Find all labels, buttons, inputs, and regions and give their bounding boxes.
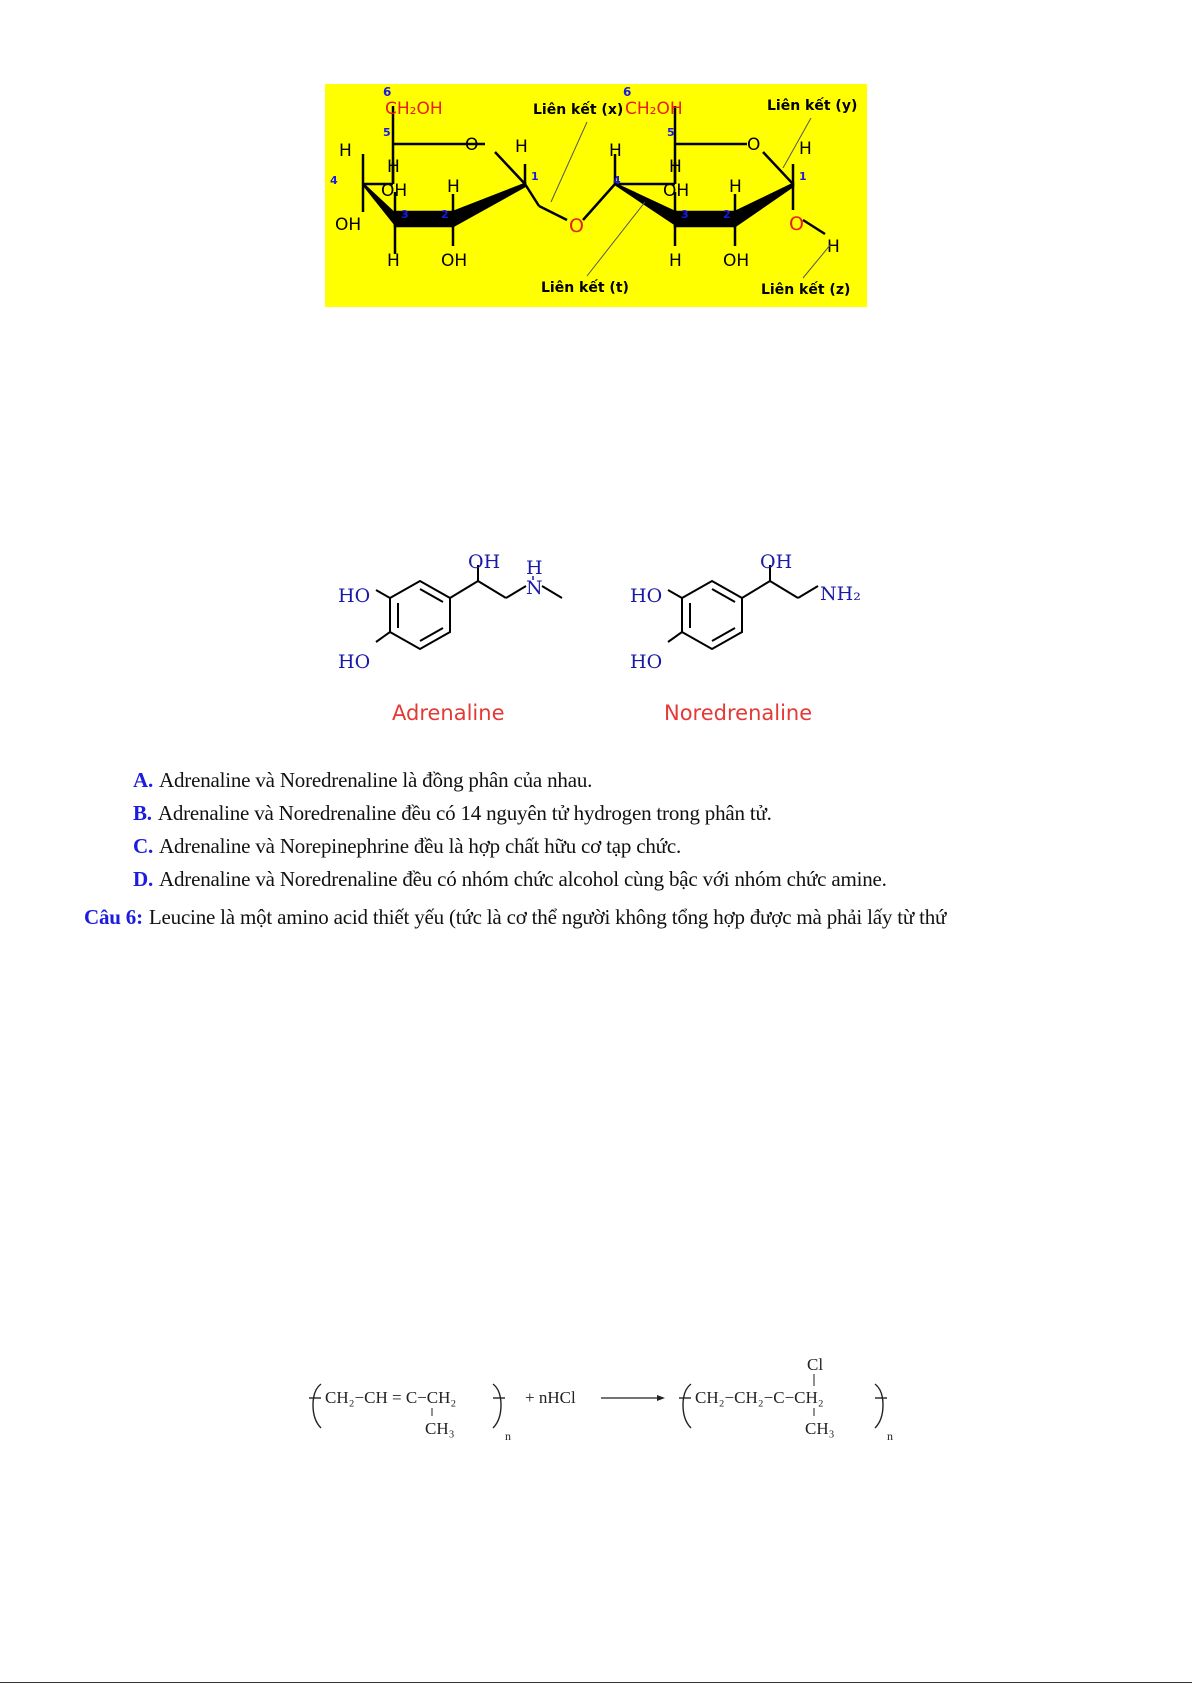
reactant-ch3: CH₃ [425,1419,455,1438]
option-a-key: A. [133,768,154,792]
anomeric-oxygen: O [789,213,804,235]
option-b-text: Adrenaline và Noredrenaline đều có 14 nguyên tử hydrogen trong phân tử. [157,801,772,825]
left-c5-number: 5 [383,126,391,139]
glycosidic-oxygen: O [569,215,584,237]
left-h-c4: H [339,141,352,161]
product-ch3: CH₃ [805,1419,835,1438]
right-oh-c2: OH [723,251,750,271]
option-c[interactable] [133,834,681,859]
question-6-key: Câu 6: [84,905,143,929]
polymer-hcl-reaction [305,1350,905,1450]
option-d-key: D. [133,867,154,891]
right-h-c5: H [669,157,682,177]
adrenaline-n: N [526,577,543,599]
right-c5-number: 5 [667,126,675,139]
noredrenaline-ho-top: HO [630,585,663,607]
noredrenaline-ho-bottom: HO [630,651,663,673]
left-oh-c2: OH [441,251,468,271]
left-h-c2: H [447,177,460,197]
option-b-key: B. [133,801,152,825]
right-c4-number: 4 [613,174,621,187]
right-oh-c3: OH [663,181,690,201]
left-c4-number: 4 [330,174,338,187]
left-h-c5: H [387,157,400,177]
option-a-text: Adrenaline và Noredrenaline là đồng phân của nhau. [159,768,593,792]
right-h-c2: H [729,177,742,197]
adrenaline-h: H [526,557,543,579]
left-oh-c4: OH [335,215,362,235]
question-6-text: Leucine là một amino acid thiết yếu (tức là cơ thể người không tổng hợp được mà phải lấy từ thứ [148,905,947,929]
option-c-text: Adrenaline và Norepinephrine đều là hợp chất hữu cơ tạp chức. [159,834,682,858]
left-ch2oh: CH₂OH [385,99,443,119]
left-oh-c3: OH [381,181,408,201]
left-c1-number: 1 [531,170,539,183]
right-c6-number: 6 [623,85,632,99]
reagent-hcl: + nHCl [525,1388,576,1407]
bond-y-label: Liên kết (y) [767,98,858,114]
option-d-text: Adrenaline và Noredrenaline đều có nhóm chức alcohol cùng bậc với nhóm chức amine. [159,867,887,891]
noredrenaline-nh2: NH₂ [820,583,861,605]
question-6 [84,905,946,930]
maltose-structure-figure [325,84,867,307]
adrenaline-oh: OH [468,551,501,573]
left-close-bracket [493,1384,501,1428]
adrenaline-name: Adrenaline [392,701,505,725]
product-cl: Cl [807,1355,824,1374]
right-ring-oxygen: O [747,135,761,155]
right-ch2oh: CH₂OH [625,99,683,119]
reactant-chain: CH₂−CH = C−CH₂ [325,1388,457,1407]
option-a[interactable] [133,768,592,793]
product-n: n [887,1429,893,1443]
left-c6-number: 6 [383,85,392,99]
right-c1-number: 1 [799,170,807,183]
left-h-c3: H [387,251,400,271]
noredrenaline-oh: OH [760,551,793,573]
bond-x-label: Liên kết (x) [533,102,624,118]
left-h-c1: H [515,137,528,157]
option-c-key: C. [133,834,154,858]
right-h-c1: H [799,139,812,159]
option-d[interactable] [133,867,887,892]
left-c2-number: 2 [441,208,449,221]
left-c3-number: 3 [401,208,409,221]
noredrenaline-structure [668,565,818,649]
left-ring-oxygen: O [465,135,479,155]
right-open-bracket [683,1384,691,1428]
noredrenaline-name: Noredrenaline [664,701,813,725]
right-h-c4: H [609,141,622,161]
reactant-n: n [505,1429,511,1443]
adrenaline-ho-bottom: HO [338,651,371,673]
right-h-c3: H [669,251,682,271]
hydroxyl-hydrogen: H [827,237,840,257]
adrenaline-ho-top: HO [338,585,371,607]
product-chain: CH₂−CH₂−C−CH₂ [695,1388,824,1407]
right-c3-number: 3 [681,208,689,221]
right-c2-number: 2 [723,208,731,221]
page-bottom-rule [0,1682,1192,1683]
bond-z-label: Liên kết (z) [761,282,851,298]
catecholamine-structures-figure [330,548,890,733]
left-open-bracket [313,1384,321,1428]
right-close-bracket [875,1384,883,1428]
bond-t-label: Liên kết (t) [541,280,629,296]
option-b[interactable] [133,801,772,826]
